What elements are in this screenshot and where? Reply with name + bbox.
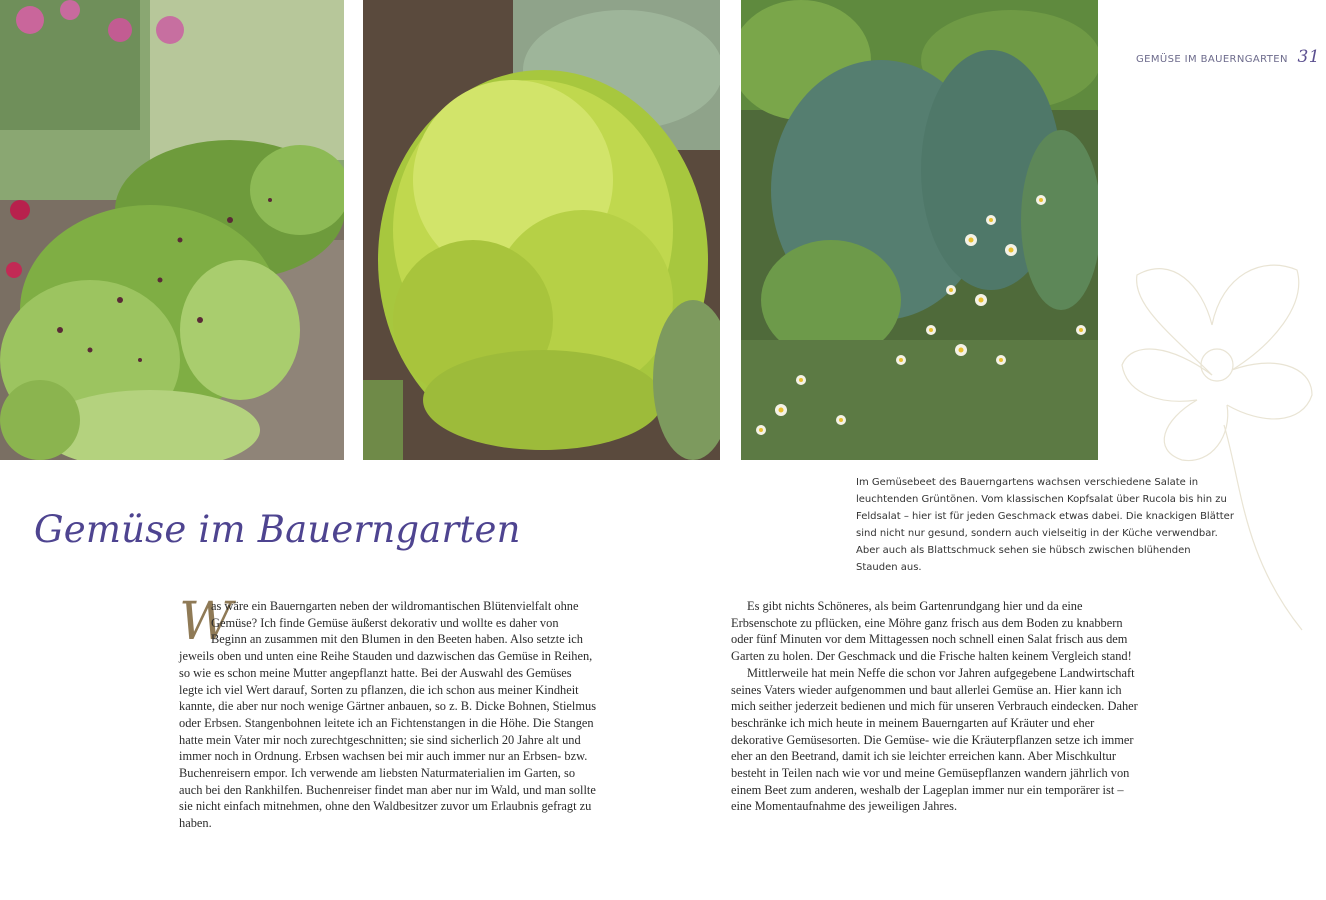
running-head-title: GEMÜSE IM BAUERNGARTEN bbox=[1136, 54, 1288, 65]
paragraph: Mittlerweile hat mein Neffe die schon vor Jahren aufgegebene Landwirtschaft seines Vaters wieder aufgenommen und baut allerlei Gemüse an. Hier kann ich mich seither jederzeit bedienen und mich für unseren Verbrauch eindecken. Daher beschränke ich mich heute in meinem Bauerngarten auf Kräuter und eher dekorative Gemüsesorten. Die Gemüse- wie die Kräuterpflanzen setze ich immer eher an den Beetrand, damit ich sie leichter erreichen kann. Aber Mischkultur besteht in Teilen nach wie vor und meine Gemüsepflanzen wandern jährlich von einem Beet zum anderen, weshalb der Lageplan immer nur ein temporärer ist – eine Momentaufnahme des jeweiligen Jahres. bbox=[731, 665, 1138, 814]
page-number: 31 bbox=[1297, 47, 1320, 67]
photo-speckled-romaine-lettuce bbox=[0, 0, 344, 460]
photo-caption: Im Gemüsebeet des Bauerngartens wachsen verschiedene Salate in leuchtenden Grüntönen. Vom klassischen Kopfsalat über Rucola bis hin zu Feldsalat – hier ist für jeden Geschmack etwas dabei. Die knackigen Blätter sind nicht nur gesund, sondern auch vielseitig in der Küche verwendbar. Aber auch als Blattschmuck sehen sie hübsch zwischen blühenden Stauden aus. bbox=[856, 477, 1234, 573]
photo-oakleaf-lettuce bbox=[363, 0, 720, 460]
drop-cap: W bbox=[179, 592, 233, 652]
paragraph: as wäre ein Bauerngarten neben der wildromantischen Blütenvielfalt ohne Gemüse? Ich finde Gemüse äußerst dekorativ und wollte es daher von Beginn an zusammen mit den Blumen in den Beeten haben. Also setzte ich jeweils oben und unten eine Reihe Stauden und dazwischen das Gemüse in Reihen, so wie es schon meine Mutter angepflanzt hatte. Bei der Auswahl des Gemüses legte ich viel Wert darauf, Sorten zu pflanzen, die ich schon aus meiner Kindheit kannte, die aber nur noch wenige Gärtner anbauen, so z. B. Dicke Bohnen, Stielmus oder Erbsen. Stangenbohnen leitete ich an Fichtenstangen in die Höhe. Die Stangen hatte mein Vater mir noch zurechtgeschnitten; sie sind sicherlich 20 Jahre alt und immer noch in Ordnung. Erbsen wachsen bei mir auch immer nur an Erbsen- bzw. Buchenreisern empor. Ich verwende am liebsten Naturmaterialien im Garten, so auch bei den Rankhilfen. Buchenreiser findet man aber nur im Wald, und man sollte sie nicht einfach mitnehmen, ohne den Waldbesitzer zuvor um Erlaubnis gefragt zu haben. bbox=[179, 599, 597, 831]
body-column-1 bbox=[179, 592, 597, 832]
flower-outline-illustration bbox=[1112, 255, 1326, 635]
body-column-2 bbox=[731, 598, 1147, 815]
running-head bbox=[1136, 47, 1320, 67]
page-title: Gemüse im Bauerngarten bbox=[34, 508, 521, 551]
paragraph: Es gibt nichts Schöneres, als beim Gartenrundgang hier und da eine Erbsenschote zu pflücken, eine Möhre ganz frisch aus dem Boden zu knabbern oder fünf Minuten vor dem Mittagessen noch schnell einen Salat frisch aus dem Garten zu holen. Der Geschmack und die Frische halten keinem Vergleich stand! bbox=[731, 599, 1132, 664]
photo-kale-with-daisies bbox=[741, 0, 1098, 460]
